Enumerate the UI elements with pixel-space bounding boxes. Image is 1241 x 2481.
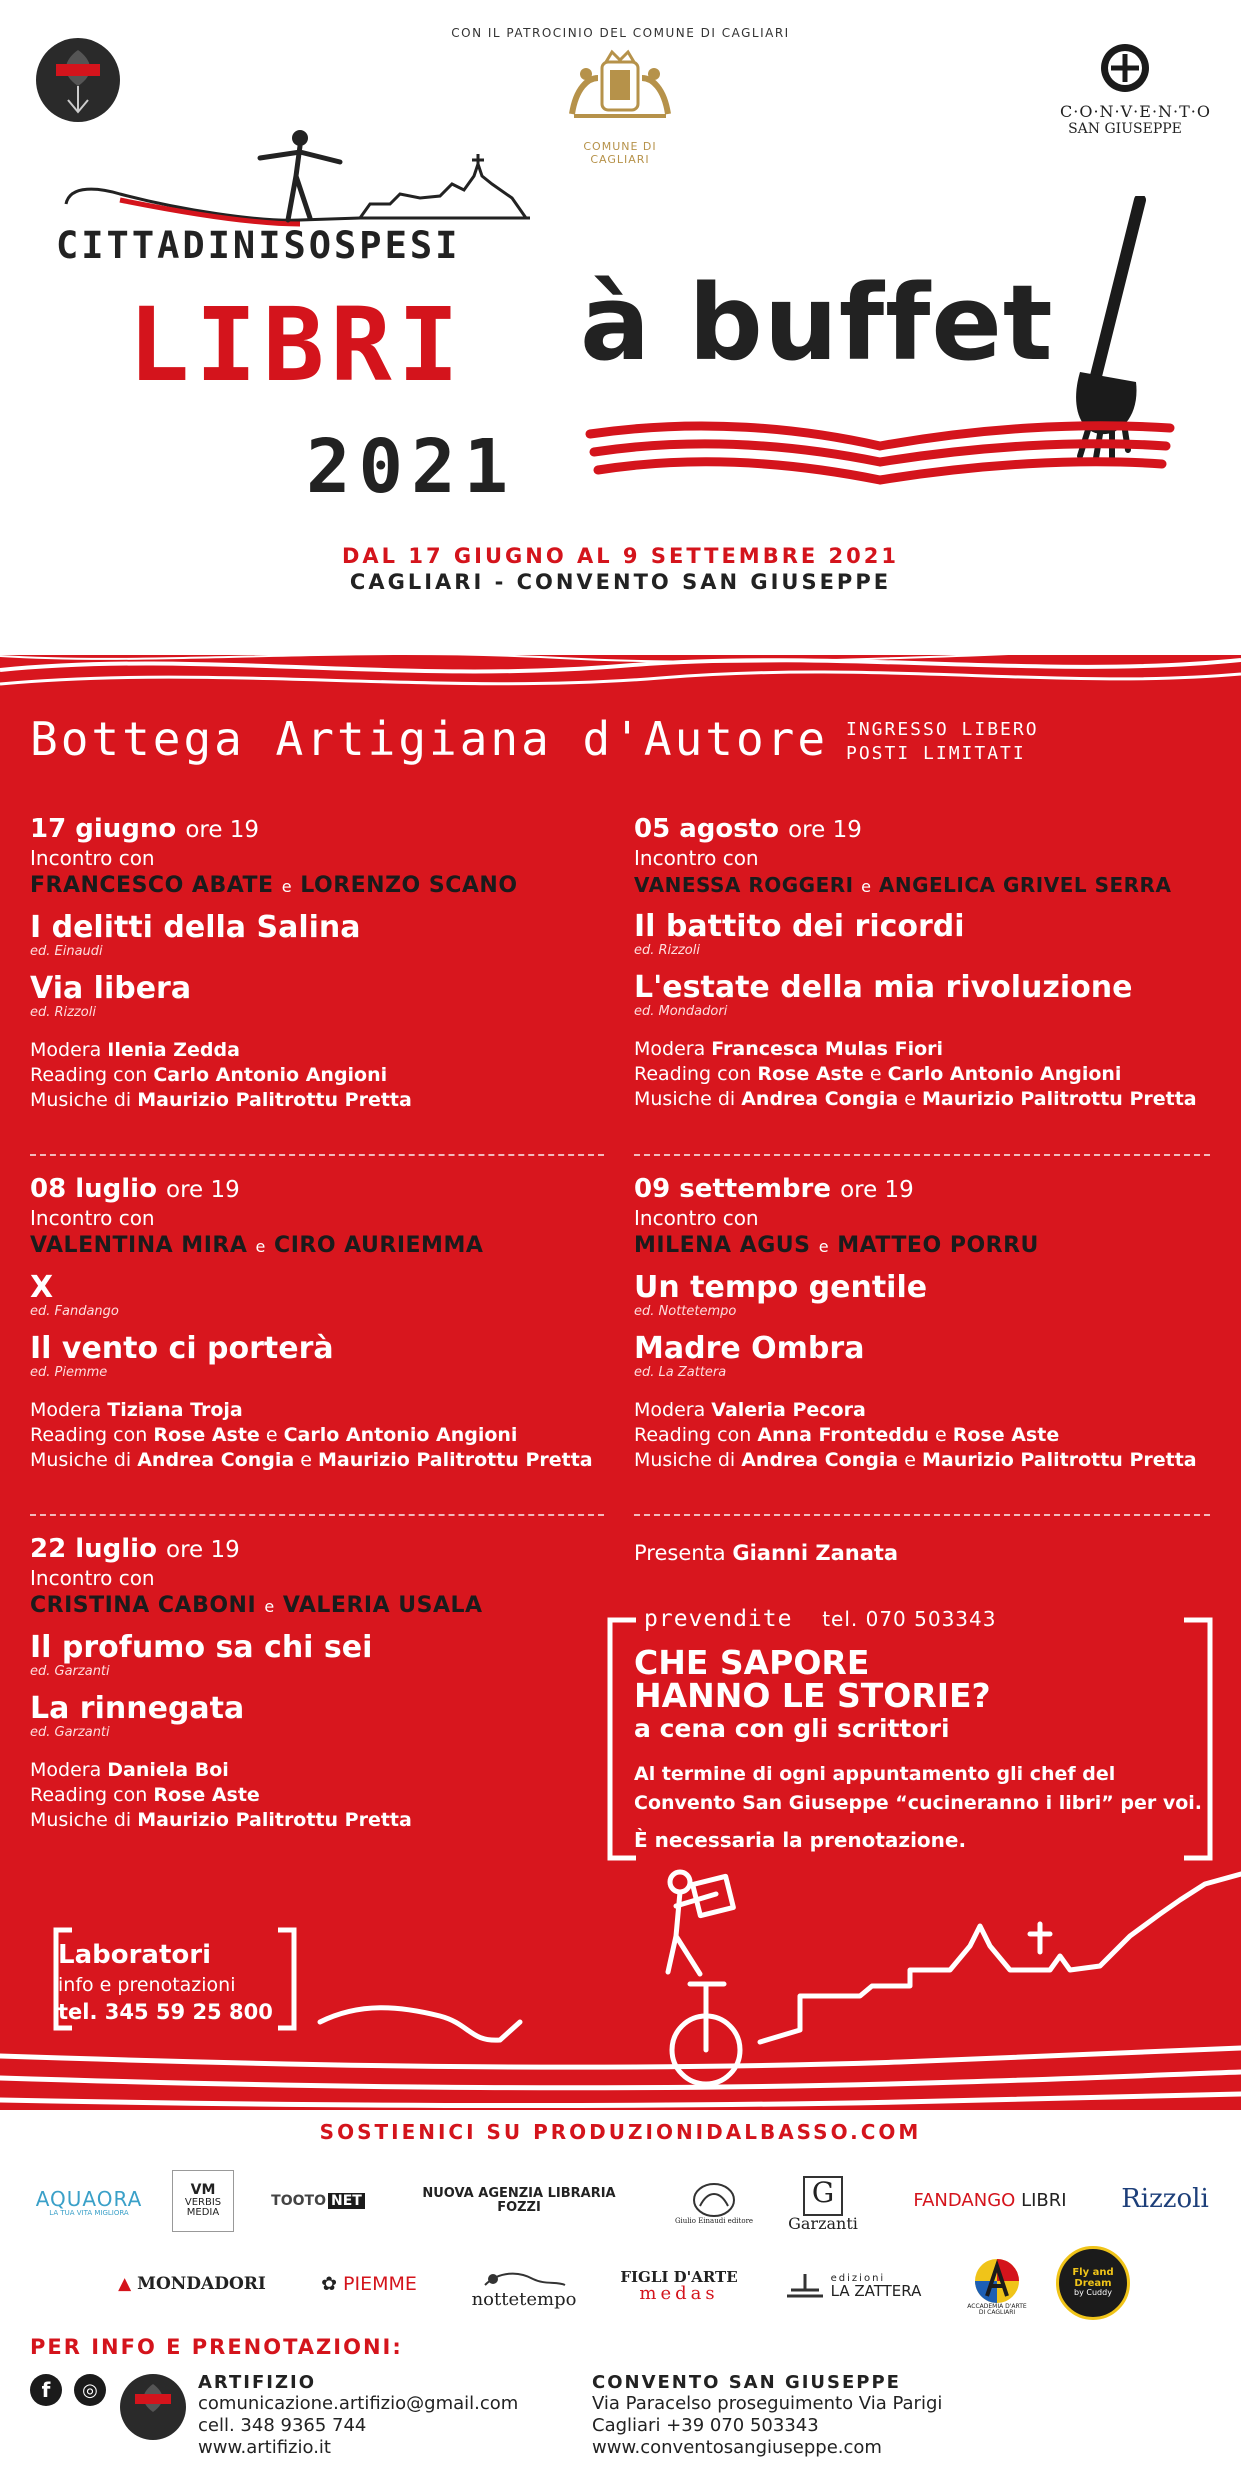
cittadini-sospesi-title: CITTADINISOSPESI [56,224,461,267]
comune-caption: COMUNE DI CAGLIARI [583,140,657,166]
verbis-media-logo [172,2170,234,2232]
festival-dates: DAL 17 GIUGNO AL 9 SETTEMBRE 2021 [342,544,899,568]
moderator-name: Tiziana Troja [107,1399,243,1421]
medas-name: medas [639,2283,719,2305]
toototnet-part2: NET [328,2193,365,2210]
convento-phone: Cagliari +39 070 503343 [592,2415,819,2436]
event-date-line [30,1174,620,1204]
mondadori-name: MONDADORI [137,2274,266,2295]
info-title: PER INFO E PRENOTAZIONI: [30,2335,403,2359]
author-name: LORENZO SCANO [300,873,518,898]
ingresso-note [846,718,1039,766]
moderator-line [30,1038,620,1063]
figli-darte-name: FIGLI D'ARTE [620,2267,738,2286]
laboratori-title: Laboratori [58,1940,211,1970]
book-publisher: ed. La Zattera [634,1365,727,1380]
event-credits [30,1038,620,1113]
event-date: 17 giugno [30,814,177,844]
fly-and-dream-logo [1056,2246,1130,2320]
event-credits [30,1398,620,1473]
libri-title: LIBRI [128,286,466,405]
event-date: 09 settembre [634,1174,831,1204]
event-05-agosto [634,814,1224,1112]
artifizio-name: ARTIFIZIO [198,2372,317,2393]
moderator-label: Modera [30,1039,102,1061]
and-word: e [255,1237,266,1256]
author-name: MILENA AGUS [634,1233,811,1258]
moderator-line [634,1037,1224,1062]
moderator-name: Ilenia Zedda [107,1039,240,1061]
artifizio-website-link[interactable]: www.artifizio.it [198,2437,331,2458]
book-title: Il battito dei ricordi [634,909,965,944]
tightrope-walker-illustration [60,124,540,234]
and-word: e [861,877,872,896]
book-title: Madre Ombra [634,1331,865,1366]
prevendite-label: prevendite [644,1606,793,1632]
and-word: e [281,877,293,896]
reader-name: Rose Aste [952,1424,1060,1446]
toototnet-logo [268,2186,368,2216]
music-line [30,1448,620,1473]
music-label: Musiche di [30,1809,132,1831]
musician-name: Maurizio Palitrottu Pretta [922,1088,1197,1110]
book-title: La rinnegata [30,1691,245,1726]
musician-name: Maurizio Palitrottu Pretta [922,1449,1197,1471]
event-date-line [30,814,620,844]
book-title: L'estate della mia rivoluzione [634,970,1133,1005]
event-authors [634,873,1224,897]
convento-logo [1060,40,1211,140]
reading-line [30,1423,620,1448]
author-name: CRISTINA CABONI [30,1593,257,1618]
reading-line [30,1063,620,1088]
event-time: ore 19 [840,1177,914,1203]
dinner-title-line2: HANNO LE STORIE? [634,1676,991,1715]
event-date: 08 luglio [30,1174,157,1204]
music-label: Musiche di [30,1089,132,1111]
incontro-label: Incontro con [634,846,759,870]
instagram-icon[interactable]: ◎ [74,2374,106,2406]
presenter-name: Gianni Zanata [732,1541,899,1565]
la-zattera-text [831,2274,922,2300]
convento-address: Via Paracelso proseguimento Via Parigi [592,2393,943,2414]
einaudi-logo [672,2168,756,2240]
event-date-line [634,1174,1224,1204]
and-word: e [264,1597,275,1616]
book-publisher: ed. Piemme [30,1365,108,1380]
and-word: e [904,1088,916,1110]
author-name: VALENTINA MIRA [30,1233,248,1258]
music-label: Musiche di [634,1088,736,1110]
verbis-media-word1: VERBIS [184,2196,222,2208]
dashed-separator [30,1514,604,1516]
author-name: MATTEO PORRU [837,1233,1039,1258]
skyline-cyclist-illustration [0,1866,1241,2110]
piemme-name: PIEMME [343,2273,417,2296]
sostienici-link[interactable]: SOSTIENICI SU PRODUZIONIDALBASSO.COM [319,2120,922,2144]
aquaora-name: AQUAORA [35,2186,143,2211]
event-date-line [30,1534,620,1564]
accademia-line2: DI CAGLIARI [978,2309,1016,2316]
reading-label: Reading con [30,1064,148,1086]
moderator-label: Modera [634,1399,706,1421]
presenta-label: Presenta [634,1541,726,1565]
zattera-edizioni: edizioni [830,2272,886,2284]
rizzoli-logo: Rizzoli [1121,2184,1209,2215]
and-word: e [869,1063,882,1085]
dinner-text-line2: Convento San Giuseppe “cucineranno i libri” per voi. [634,1792,1203,1814]
aquaora-logo [24,2170,154,2236]
book-publisher: ed. Fandango [30,1304,119,1319]
event-date: 05 agosto [634,814,780,844]
zattera-raft-icon [785,2272,825,2302]
laboratori-phone: tel. 345 59 25 800 [58,2000,273,2024]
event-authors [634,1233,1224,1258]
musician-name: Andrea Congia [137,1449,295,1471]
einaudi-name: Giulio Einaudi editore [674,2217,754,2226]
moderator-label: Modera [30,1759,102,1781]
artifizio-cell: cell. 348 9365 744 [198,2415,367,2436]
author-name: ANGELICA GRIVEL SERRA [878,873,1172,897]
reading-label: Reading con [634,1063,752,1085]
verbis-media-word2: MEDIA [186,2207,220,2219]
garzanti-logo [778,2166,868,2242]
author-name: FRANCESCO ABATE [30,873,274,898]
event-08-luglio [30,1174,620,1473]
moderator-label: Modera [634,1038,706,1060]
musician-name: Maurizio Palitrottu Pretta [318,1449,593,1471]
prevendite-tel: tel. 070 503343 [822,1607,997,1631]
event-authors [30,873,620,898]
dashed-separator [634,1154,1210,1156]
patronage-text: CON IL PATROCINIO DEL COMUNE DI CAGLIARI [451,26,790,40]
book-title: Il vento ci porterà [30,1331,334,1366]
reader-name: Anna Fronteddu [757,1424,929,1446]
dashed-separator [634,1514,1210,1516]
author-name: VALERIA USALA [282,1593,483,1618]
book-title: Via libera [30,971,192,1006]
musician-name: Andrea Congia [741,1088,899,1110]
event-credits [30,1758,620,1833]
musician-name: Andrea Congia [741,1449,899,1471]
musician-name: Maurizio Palitrottu Pretta [137,1089,412,1111]
dinner-description [634,1760,1204,1818]
reader-name: Rose Aste [153,1424,260,1446]
moderator-name: Francesca Mulas Fiori [711,1038,944,1060]
reading-line [634,1423,1224,1448]
convento-logo-line2: SAN GIUSEPPE [1068,121,1182,137]
fandango-name: FANDANGO [913,2189,1016,2211]
a-buffet-title: à buffet [580,262,1054,384]
and-word: e [265,1424,278,1446]
music-line [30,1088,620,1113]
book-title: X [30,1270,54,1305]
la-zattera-logo [776,2264,930,2310]
fly-and-dream-by: by Cuddy [1074,2288,1112,2298]
incontro-label: Incontro con [30,1566,155,1590]
book-publisher: ed. Rizzoli [30,1005,96,1020]
aquaora-tagline: LA TUA VITA MIGLIORA [49,2208,129,2217]
event-time: ore 19 [788,817,862,843]
figli-darte-medas-logo [614,2262,744,2312]
prevendite-line [644,1606,996,1632]
garzanti-emblem: G [803,2176,843,2216]
reader-name: Rose Aste [757,1063,864,1085]
reader-name: Carlo Antonio Angioni [887,1063,1122,1085]
einaudi-emblem [692,2182,736,2218]
book-publisher: ed. Mondadori [634,1004,728,1019]
moderator-line [30,1398,620,1423]
event-time: ore 19 [166,1537,240,1563]
convento-contact [592,2372,942,2459]
convento-name: CONVENTO SAN GIUSEPPE [592,2372,901,2393]
music-line [634,1087,1224,1112]
music-line [30,1808,620,1833]
book-publisher: ed. Rizzoli [634,943,700,958]
laboratori-info: info e prenotazioni [58,1974,236,1996]
accademia-arte-cagliari-logo [954,2250,1040,2324]
reading-line [30,1783,620,1808]
piemme-flower-icon: ✿ [321,2273,337,2296]
and-word: e [300,1449,312,1471]
musician-name: Maurizio Palitrottu Pretta [137,1809,412,1831]
reader-name: Carlo Antonio Angioni [153,1064,388,1086]
nottetempo-logo [468,2256,580,2318]
event-time: ore 19 [185,817,260,843]
book-publisher: ed. Garzanti [30,1664,110,1679]
dashed-separator [30,1154,604,1156]
book-title: I delitti della Salina [30,910,361,945]
fly-and-dream-name: Fly and Dream [1072,2267,1114,2289]
dinner-text-line1: Al termine di ogni appuntamento gli chef del [634,1763,1116,1785]
mondadori-rose-icon: ▲ [118,2274,132,2295]
event-date: 22 luglio [30,1534,157,1564]
piemme-logo [306,2270,432,2300]
reader-name: Carlo Antonio Angioni [283,1424,518,1446]
moderator-name: Daniela Boi [107,1759,229,1781]
event-authors [30,1233,620,1258]
toototnet-part1: TOOTO [271,2192,326,2209]
moderator-line [30,1758,620,1783]
music-line [634,1448,1224,1473]
event-time: ore 19 [166,1177,240,1203]
year-title: 2021 [306,424,517,510]
comune-di-cagliari-logo [552,48,688,166]
author-name: VANESSA ROGGERI [634,873,854,897]
music-label: Musiche di [634,1449,736,1471]
accademia-line1: ACCADEMIA D'ARTE [967,2302,1027,2310]
dinner-title [634,1643,991,1715]
nottetempo-name: nottetempo [471,2288,577,2310]
accademia-emblem [969,2258,1025,2304]
fozzi-logo: NUOVA AGENZIA LIBRARIA FOZZI [422,2186,616,2215]
music-label: Musiche di [30,1449,132,1471]
fork-and-book-icon [580,196,1180,496]
book-publisher: ed. Garzanti [30,1725,110,1740]
presenta-line [634,1541,898,1565]
book-title: Il profumo sa chi sei [30,1630,373,1665]
dinner-subtitle: a cena con gli scrittori [634,1714,950,1743]
zattera-name: LA ZATTERA [830,2282,922,2301]
and-word: e [904,1449,916,1471]
and-word: e [818,1237,830,1256]
facebook-icon[interactable]: f [30,2374,62,2406]
moderator-label: Modera [30,1399,102,1421]
mondadori-logo [108,2270,276,2300]
reservation-note: È necessaria la prenotazione. [634,1828,967,1852]
author-name: CIRO AURIEMMA [274,1233,484,1258]
posti-limitati: POSTI LIMITATI [846,743,1026,764]
event-credits [634,1037,1224,1112]
moderator-line [634,1398,1224,1423]
and-word: e [934,1424,947,1446]
book-publisher: ed. Nottetempo [634,1304,737,1319]
ingresso-libero: INGRESSO LIBERO [846,719,1039,740]
book-publisher: ed. Einaudi [30,944,103,959]
convento-website-link[interactable]: www.conventosangiuseppe.com [592,2437,882,2458]
festival-place: CAGLIARI - CONVENTO SAN GIUSEPPE [349,570,892,594]
convento-logo-line1: C·O·N·V·E·N·T·O [1060,102,1211,121]
incontro-label: Incontro con [30,846,155,870]
book-title: Un tempo gentile [634,1270,928,1305]
fandango-libri-logo [892,2186,1088,2216]
moderator-name: Valeria Pecora [711,1399,866,1421]
artifizio-logo [34,30,122,130]
event-date-line [634,814,1224,844]
incontro-label: Incontro con [30,1206,155,1230]
top-wave-decoration [0,640,1241,710]
dinner-title-line1: CHE SAPORE [634,1643,870,1682]
artifizio-small-logo [118,2368,188,2446]
event-credits [634,1398,1224,1473]
incontro-label: Incontro con [634,1206,759,1230]
nottetempo-figure [479,2265,569,2291]
event-17-giugno [30,814,620,1113]
event-09-settembre [634,1174,1224,1473]
fandango-libri: LIBRI [1021,2189,1067,2211]
reading-label: Reading con [30,1424,148,1446]
reader-name: Rose Aste [153,1784,260,1806]
event-22-luglio [30,1534,620,1833]
reading-label: Reading con [634,1424,752,1446]
reading-line [634,1062,1224,1087]
event-authors [30,1593,620,1618]
artifizio-email-link[interactable]: comunicazione.artifizio@gmail.com [198,2393,519,2414]
artifizio-contact [198,2372,518,2459]
verbis-media-mark: VM [190,2182,216,2199]
reading-label: Reading con [30,1784,148,1806]
bottega-heading: Bottega Artigiana d'Autore [30,712,829,766]
garzanti-name: Garzanti [788,2213,858,2233]
